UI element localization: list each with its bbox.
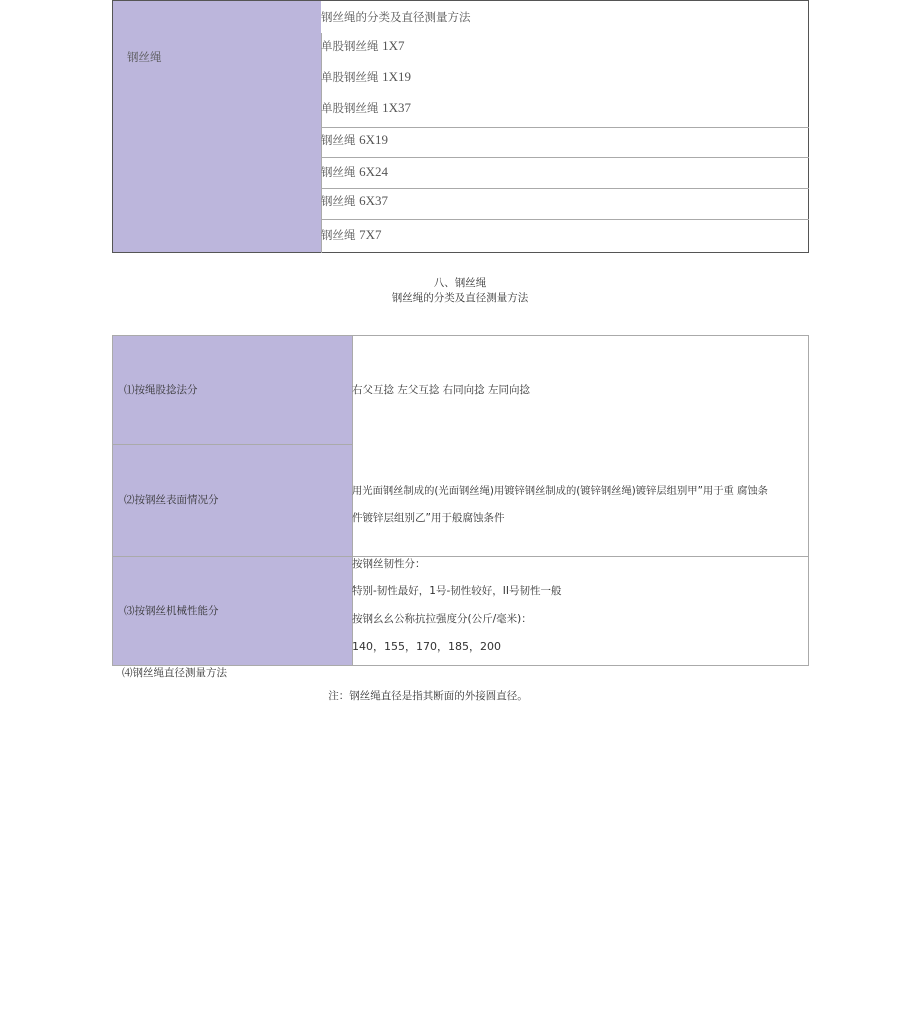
table1-bottom-border bbox=[112, 252, 809, 253]
table1-row bbox=[321, 133, 388, 147]
table2-row3-line2: 特别-韧性最好，1号-韧性较好，II号韧性一般 bbox=[352, 585, 562, 597]
row-code: 7X7 bbox=[359, 227, 382, 242]
section-title: 八、钢丝绳 bbox=[433, 277, 487, 289]
table1-row bbox=[321, 165, 388, 179]
row-code: 6X37 bbox=[359, 193, 389, 208]
table1-row bbox=[321, 101, 411, 115]
row-code: 1X7 bbox=[382, 38, 405, 53]
table2-row3-line3: 按钢幺幺公称抗拉强度分(公斤/毫米)： bbox=[352, 613, 532, 625]
table1-row-divider-4 bbox=[321, 219, 809, 220]
row-code: 1X19 bbox=[382, 69, 412, 84]
row-name: 钢丝绳 bbox=[321, 133, 360, 147]
table2-top-border bbox=[112, 335, 809, 336]
table2-row2-content-line2: 件镀锌层组别乙”用于般腐蚀条件 bbox=[352, 512, 505, 524]
table1-row bbox=[321, 70, 411, 84]
row-name: 单股钢丝绳 bbox=[321, 70, 383, 84]
table2-row-divider-1 bbox=[112, 444, 352, 445]
table2-row1-label: ⑴按绳股捻法分 bbox=[124, 384, 198, 396]
table2-row2-content-line1: 用光面钢丝制成的(光面钢丝绳)用镀锌钢丝制成的(镀锌钢丝绳)镀锌层组别甲”用于重 腐蚀条 bbox=[352, 485, 768, 497]
table1-left-border bbox=[112, 0, 113, 253]
table2-left-border bbox=[112, 335, 113, 666]
table1-row-divider-3 bbox=[321, 188, 809, 189]
table2-row1-content: 右父互捻 左父互捻 右同向捻 左同向捻 bbox=[352, 384, 531, 396]
row-code: 1X37 bbox=[382, 100, 412, 115]
row-name: 单股钢丝绳 bbox=[321, 101, 383, 115]
table1-row bbox=[321, 194, 388, 208]
table1-row bbox=[321, 228, 382, 242]
row-code: 6X24 bbox=[359, 164, 389, 179]
row-code: 6X19 bbox=[359, 132, 389, 147]
table2-row3-line1: 按钢丝韧性分： bbox=[352, 558, 426, 570]
table1-header: 钢丝绳的分类及直径测量方法 bbox=[321, 10, 471, 24]
table1-row-divider-1 bbox=[321, 127, 809, 128]
section-subtitle: 钢丝绳的分类及直径测量方法 bbox=[391, 292, 529, 304]
table2-row3-line4: 140，155，170，185，200 bbox=[352, 640, 501, 653]
table2-right-border bbox=[808, 335, 809, 666]
row-name: 钢丝绳 bbox=[321, 194, 360, 208]
row-name: 钢丝绳 bbox=[321, 165, 360, 179]
table2-row3-label: ⑶按钢丝机械性能分 bbox=[124, 605, 219, 617]
table1-row bbox=[321, 39, 405, 53]
measurement-method-heading: ⑷钢丝绳直径测量方法 bbox=[122, 667, 227, 679]
row-name: 钢丝绳 bbox=[321, 228, 360, 242]
table2-row2-label: ⑵按钢丝表面情况分 bbox=[124, 494, 219, 506]
table1-row-divider-2 bbox=[321, 157, 809, 158]
table2-row-divider-2 bbox=[112, 556, 809, 557]
row-name: 单股钢丝绳 bbox=[321, 39, 383, 53]
table1-top-border bbox=[112, 0, 809, 1]
table2-bottom-border bbox=[112, 665, 809, 666]
footer-note: 注：钢丝绳直径是指其断面的外接圆直径。 bbox=[328, 690, 528, 702]
table1-left-cell bbox=[112, 0, 321, 252]
table1-left-label: 钢丝绳 bbox=[127, 50, 162, 64]
